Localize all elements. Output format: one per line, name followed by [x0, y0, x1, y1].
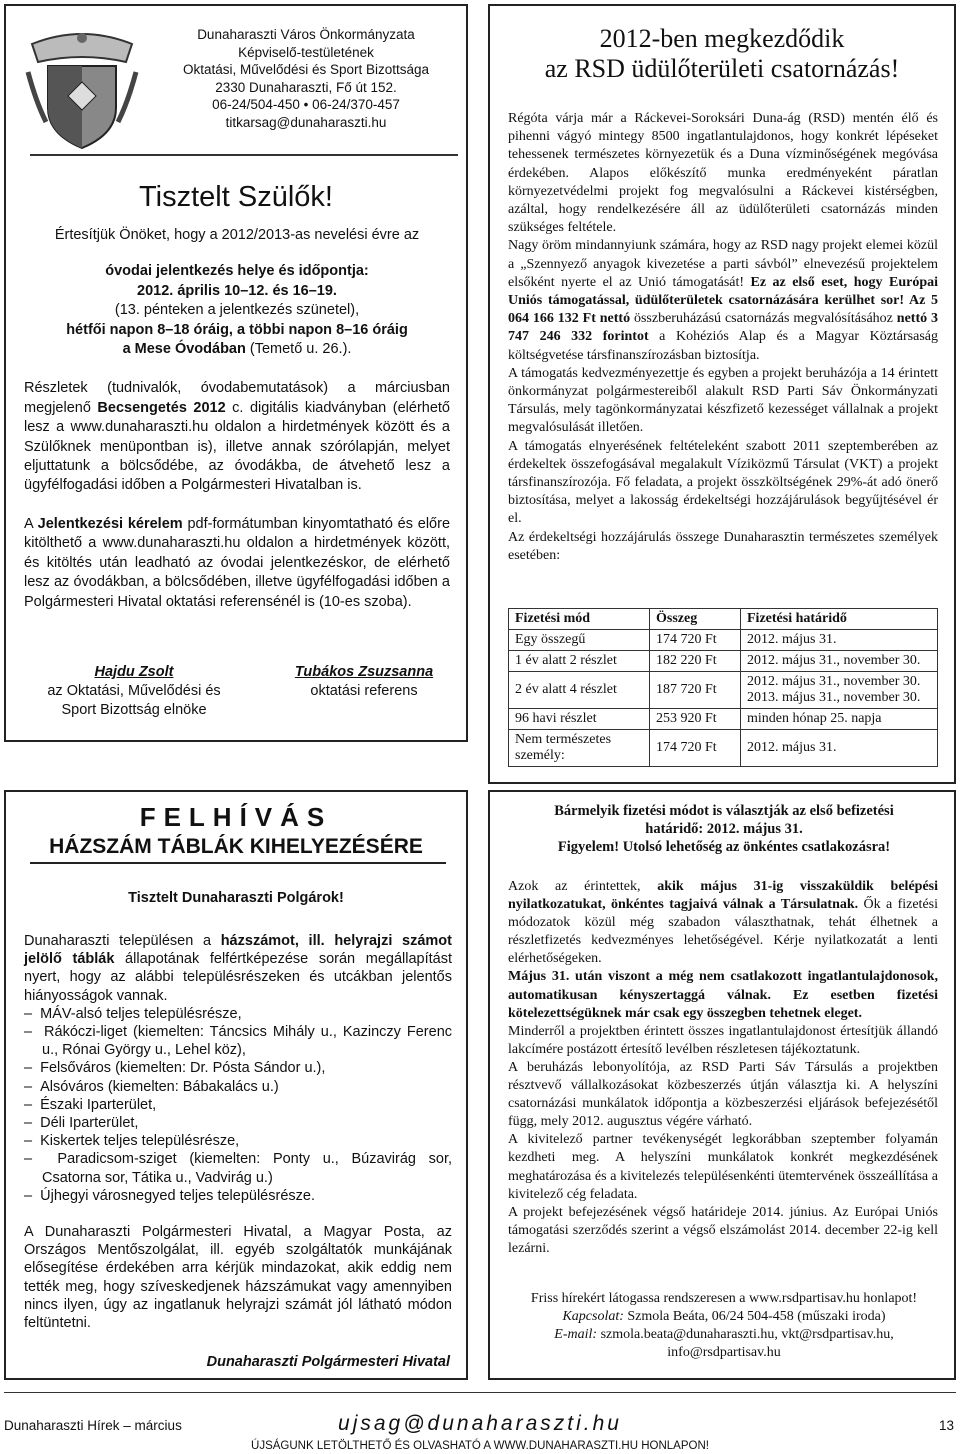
column-header: Fizetési mód — [509, 609, 650, 630]
table-row — [509, 709, 938, 730]
cell: 174 720 Ft — [650, 630, 741, 651]
cell: 187 720 Ft — [650, 672, 741, 709]
list-item: – Kiskertek teljes településrésze, — [24, 1133, 240, 1150]
cell: Nem természetes személy: — [509, 730, 650, 767]
text: Ők a fizetési módozatok közül még szabadon választhatnak, tehát élhetnek a részletfizetés kedvezményes lehetőségével. Kérje nyilatkozatát a lenti elérhetőségeken. — [508, 897, 939, 967]
text: Nagy öröm mindannyiunk számára, hogy az RSD nagy projekt elemei közül a „Szennyező anyagok kivezetése a parti sávból” elnevezésű projektelem elsőként nyerte el az Unió támogatását! — [508, 238, 938, 290]
office-line: Oktatási, Művelődési és Sport Bizottsága — [182, 62, 430, 77]
paragraph: A beruházás lebonyolítója, az RSD Parti Sáv Társulás a projektben résztvevő vállalkozásokat közbeszerzés útján választja ki. A helyszíni csatornázási munkálatok időpontja a közbeszerzési eljárások befejezésétől függ, mely 2012. augusztus végére várható. — [508, 1059, 938, 1130]
cell-line: 2012. május 31., november 30. — [747, 674, 921, 689]
signature: Dunaharaszti Polgármesteri Hivatal — [206, 1354, 450, 1370]
list-item: – Újhegyi városnegyed teljes településrésze. — [24, 1187, 315, 1204]
table-header-row — [509, 609, 938, 630]
enrolment-hours: hétfői napon 8–18 óráig, a többi napon 8–16 óráig — [66, 321, 408, 338]
column-header: Összeg — [650, 609, 741, 630]
text: Szmola Beáta, 06/24 504-458 (műszaki iroda) — [623, 1309, 886, 1324]
list-item-text: Alsóváros (kiemelten: Bábakalács u.) — [40, 1078, 279, 1095]
page-title: Tisztelt Szülők! — [139, 181, 333, 213]
list-item: – Rákóczi-liget (kiemelten: Táncsics Mihály u., Kazinczy Ferenc u., Rónai György u., Lehel köz), — [24, 1024, 453, 1059]
details-paragraph — [24, 379, 450, 495]
table-row — [509, 672, 938, 709]
cell: 2012. május 31. — [741, 630, 938, 651]
text: Azok az érintettek, — [508, 879, 658, 894]
greeting: Tisztelt Dunaharaszti Polgárok! — [128, 890, 344, 906]
footer-divider — [4, 1392, 956, 1393]
heading-line: Figyelem! Utolsó lehetőség az önkéntes csatlakozásra! — [557, 839, 891, 855]
place-address: (Temető u. 26.). — [245, 341, 352, 358]
intro-text: Értesítjük Önöket, hogy a 2012/2013-as nevelési évre az — [54, 227, 420, 243]
text: pdf-formátumban kinyomtatható és előre kitölthető a www.dunaharaszti.hu oldalon a hirdetmények között, és kitöltés után leadható az óvodai jelentkezéskor, de elérhető lesz az óvodákban, a bölcsődében, illetve ügyfélfogadási időben a Polgármesteri Hivatal oktatási referensénél is (10-es szoba). — [24, 515, 451, 610]
page-number: 13 — [938, 1418, 954, 1433]
house-number-notice-box — [4, 790, 468, 1380]
text: c. digitális kiadványban (elérhető lesz a www.dunaharaszti.hu oldalon a hirdetmények között és a Szülőknek menüpontban is), illetve annak szórólapján, melyet eljuttatunk a bölcsődébe, az óvodákba, de átvehető lesz a ügyfélfogadási időben a Polgármesteri Hivatalban is. — [24, 399, 450, 494]
cell: 96 havi részlet — [509, 709, 650, 730]
office-email: titkarsag@dunaharaszti.hu — [225, 114, 387, 130]
signer-role: az Oktatási, Művelődési és — [47, 683, 221, 699]
cell: Egy összegű — [509, 630, 650, 651]
signer-name: Hajdu Zsolt — [94, 664, 174, 680]
list-item: – Északi Iparterület, — [24, 1096, 157, 1113]
notice-subtitle: HÁZSZÁM TÁBLÁK KIHELYEZÉSÉRE — [49, 835, 423, 858]
title-line: az RSD üdülőterületi csatornázás! — [544, 54, 900, 83]
list-item-text: Északi Iparterület, — [40, 1096, 157, 1113]
school-notice-box — [4, 4, 468, 742]
paragraph — [24, 932, 452, 1005]
text: állapotának felfértképezése során megállapítást nyert, hogy az alábbi településrészeken és utcákban jelentős hiányosságok vannak. — [24, 951, 452, 1004]
note-prefix: (13. — [114, 302, 144, 319]
cell — [741, 672, 938, 709]
signer-name: Tubákos Zsuzsanna — [294, 664, 434, 680]
list-item-text: Paradicsom-sziget (kiemelten: Ponty u., Búzavirág sor, Csatorna sor, Tátika u., Vadvirág u.) — [42, 1151, 453, 1186]
divider — [30, 154, 458, 156]
table-row — [509, 730, 938, 767]
table-row — [509, 651, 938, 672]
form-name: Jelentkezési kérelem — [37, 515, 183, 532]
cell: 2012. május 31., november 30. — [741, 651, 938, 672]
signer-role: oktatási referens — [310, 683, 418, 699]
text-bold: nettó 3 747 246 332 forintot — [508, 311, 938, 345]
email-line: info@rsdpartisav.hu — [667, 1345, 781, 1360]
paragraph: Május 31. után viszont a még nem csatlakozott ingatlantulajdonosok, automatikusan kényszertaggá válnak. Ez esetben fizetési kötelezettségüknek már csak egy összegben tehetnek eleget. — [508, 969, 938, 1021]
email-line — [504, 1326, 944, 1344]
office-line: Dunaharaszti Város Önkormányzata — [197, 27, 415, 42]
footer-email: ujsag@dunaharaszti.hu — [338, 1412, 622, 1435]
text: Dunaharaszti településen a — [24, 933, 221, 949]
cell: 174 720 Ft — [650, 730, 741, 767]
contact-block — [504, 1290, 944, 1362]
coat-of-arms-icon — [22, 22, 142, 152]
text: A — [24, 515, 38, 532]
office-line: 06-24/504-450 • 06-24/370-457 — [212, 97, 400, 112]
publication-name: Becsengetés 2012 — [97, 399, 226, 416]
rsd-info-box — [488, 790, 956, 1380]
list-item-text: Rákóczi-liget (kiemelten: Táncsics Mihály u., Kazinczy Ferenc u., Rónai György u., Lehel köz), — [42, 1024, 453, 1059]
website-line: Friss hírekért látogassa rendszeresen a www.rsdpartisav.hu honlapot! — [530, 1291, 918, 1306]
cell: 182 220 Ft — [650, 651, 741, 672]
notice-heading — [504, 802, 944, 856]
paragraph: A projekt befejezésének végső határideje 2014. június. Az Európai Uniós támogatási szerződés szerint a végső elszámolást 2014. december 22-ig kell lezárni. — [508, 1204, 938, 1256]
text: Részletek (tudnivalók, óvodabemutatások) a márciusban megjelenő — [24, 380, 450, 416]
heading-line: határidő: 2012. május 31. — [645, 821, 803, 837]
list-item-text: Kiskertek teljes településrésze, — [40, 1133, 240, 1150]
paragraph: A támogatás elnyerésének feltételeként szabott 2011 szeptemberében az érdekeltek összefogásával megalakult Víziközmű Társulat (VKT) a projekt társfinanszírozója. Fő feladata, a projekt összköltségének 29%-át adó önerő biztosítása, melyet a lakosság érdekeltségi hozzájárulások begyűjtésével ér el. — [508, 438, 938, 527]
label: E-mail: — [554, 1327, 598, 1342]
enrolment-heading: óvodai jelentkezés helye és időpontja: — [105, 263, 369, 280]
notice-title: FELHÍVÁS — [139, 802, 333, 832]
office-line: Képviselő-testületének — [238, 44, 374, 60]
signature-left — [24, 663, 244, 720]
info-body — [508, 878, 938, 1258]
paragraph: Minderről a projektben érintett összes ingatlantulajdonost értesítjük állandó lakcímére postázott értesítő levélben részletesen tájékoztatunk. — [508, 1023, 938, 1057]
article-body — [508, 110, 938, 565]
text-bold: Ez az első eset, hogy Európai Uniós támogatással, üdülőterületek csatornázására kerülhet sor! Az 5 064 166 132 Ft nettó — [508, 274, 938, 327]
paragraph: A támogatás kedvezményezettje és egyben a projekt beruházója a 14 érintett önkormányzat polgármestereiből alakult RSD Parti Sáv Önkormányzati Társulás, mely tagönkormányzatai készfizető kezességet vállalnak a projekt megvalósulását illetően. — [508, 365, 938, 436]
notice-body — [24, 932, 452, 1332]
text: a Kohéziós Alap és a Magyar Köztársaság költségvetése társfinanszírozásban biztosítja. — [508, 329, 938, 363]
cell-line: 2013. május 31., november 30. — [747, 690, 921, 705]
place-name: a Mese Óvodában — [122, 341, 246, 358]
list-item-text: Déli Iparterület, — [40, 1115, 139, 1132]
list-item: – Alsóváros (kiemelten: Bábakalács u.) — [24, 1078, 279, 1095]
paragraph: Az érdekeltségi hozzájárulás összege Dunaharasztin természetes személyek esetében: — [508, 529, 938, 563]
cell: 1 év alatt 2 részlet — [509, 651, 650, 672]
paragraph: A kivitelező partner tevékenységét legkorábban szeptember folyamán kezdheti meg. A helyszíni munkálatok konkrét megkezdésének meghatározása és a kivitelezés településenkénti ütemtervének összeállítása a kivitelező cég feladata. — [508, 1132, 938, 1202]
fee-table — [508, 608, 938, 767]
text: szmola.beata@dunaharaszti.hu, vkt@rsdpartisav.hu, — [597, 1327, 894, 1342]
signature-right — [274, 663, 454, 701]
list-item-text: Újhegyi városnegyed teljes településrésze. — [40, 1187, 315, 1204]
table-row — [509, 630, 938, 651]
office-line: 2330 Dunaharaszti, Fő út 152. — [215, 79, 397, 95]
list-item-text: MÁV-alsó teljes településrésze, — [40, 1005, 242, 1022]
enrolment-place — [24, 340, 450, 359]
title-line: 2012-ben megkezdődik — [599, 24, 845, 53]
paragraph — [508, 878, 938, 968]
cell: 2012. május 31. — [741, 730, 938, 767]
paragraph — [508, 237, 938, 364]
footer-note: ÚJSÁGUNK LETÖLTHETŐ ÉS OLVASHATÓ A WWW.DUNAHARASZTI.HU HONLAPON! — [251, 1440, 709, 1452]
form-paragraph — [24, 515, 450, 612]
rsd-article-box — [488, 4, 956, 784]
contact-line — [504, 1308, 944, 1326]
enrolment-dates: 2012. április 10–12. és 16–19. — [137, 282, 337, 299]
cell: minden hónap 25. napja — [741, 709, 938, 730]
text-bold: házszámot, ill. helyrajzi számot jelölő táblák — [24, 933, 452, 968]
footer-publication: Dunaharaszti Hírek – március — [4, 1418, 182, 1433]
cell: 2 év alatt 4 részlet — [509, 672, 650, 709]
heading-line: Bármelyik fizetési módot is választják az első befizetési — [554, 803, 894, 819]
list-item: – Déli Iparterület, — [24, 1115, 139, 1132]
enrolment-note — [24, 301, 450, 320]
label: Kapcsolat: — [562, 1309, 624, 1324]
note-text: pénteken a jelentkezés szünetel), — [143, 302, 360, 319]
list-item: – Paradicsom-sziget (kiemelten: Ponty u., Búzavirág sor, Csatorna sor, Tátika u., Vadvirág u.) — [24, 1151, 453, 1186]
text: összberuházású csatornázás megvalósításához — [630, 311, 897, 327]
list-item: – MÁV-alsó teljes településrésze, — [24, 1005, 242, 1022]
signer-role: Sport Bizottság elnöke — [61, 702, 207, 718]
article-title — [490, 24, 954, 84]
cell: 253 920 Ft — [650, 709, 741, 730]
school-body — [24, 226, 450, 612]
list-item-text: Felsőváros (kiemelten: Dr. Pósta Sándor u.), — [40, 1060, 326, 1077]
paragraph: Régóta várja már a Ráckevei-Soroksári Duna-ág (RSD) mentén élő és pihenni vágyó mintegy 8500 ingatlantulajdonos, hogy konkrét lépéseket tehessenek természetes környezetük és a Duna vízminőségének megóvása érdekében. Alapos előkészítő munka eredményeként páratlan környezetvédelmi projekt fog megvalósulni a Ráckevei kistérségben, azáltal, hogy rendelkezésére áll az üdülőterületi csatornázás minden szükséges feltétele. — [508, 111, 938, 236]
list-item: – Felsőváros (kiemelten: Dr. Pósta Sándor u.), — [24, 1060, 326, 1077]
text-bold: akik május 31-ig visszaküldik belépési nyilatkozatukat, önkéntes tagjaivá válnak a Társulatnak. — [508, 879, 938, 913]
paragraph: A Dunaharaszti Polgármesteri Hivatal, a Magyar Posta, az Országos Mentőszolgálat, ill. egyéb szolgáltatók munkájának elősegítése érdekében arra kérjük mindazokat, akik eddig nem tették meg, hogy szíveskedjenek házszámukat vagy amennyiben nincs ilyen, úgy az ingatlanuk helyrajzi számát jól látható módon feltüntetni. — [24, 1224, 452, 1332]
office-address — [156, 26, 456, 131]
divider — [30, 862, 446, 864]
column-header: Fizetési határidő — [741, 609, 938, 630]
